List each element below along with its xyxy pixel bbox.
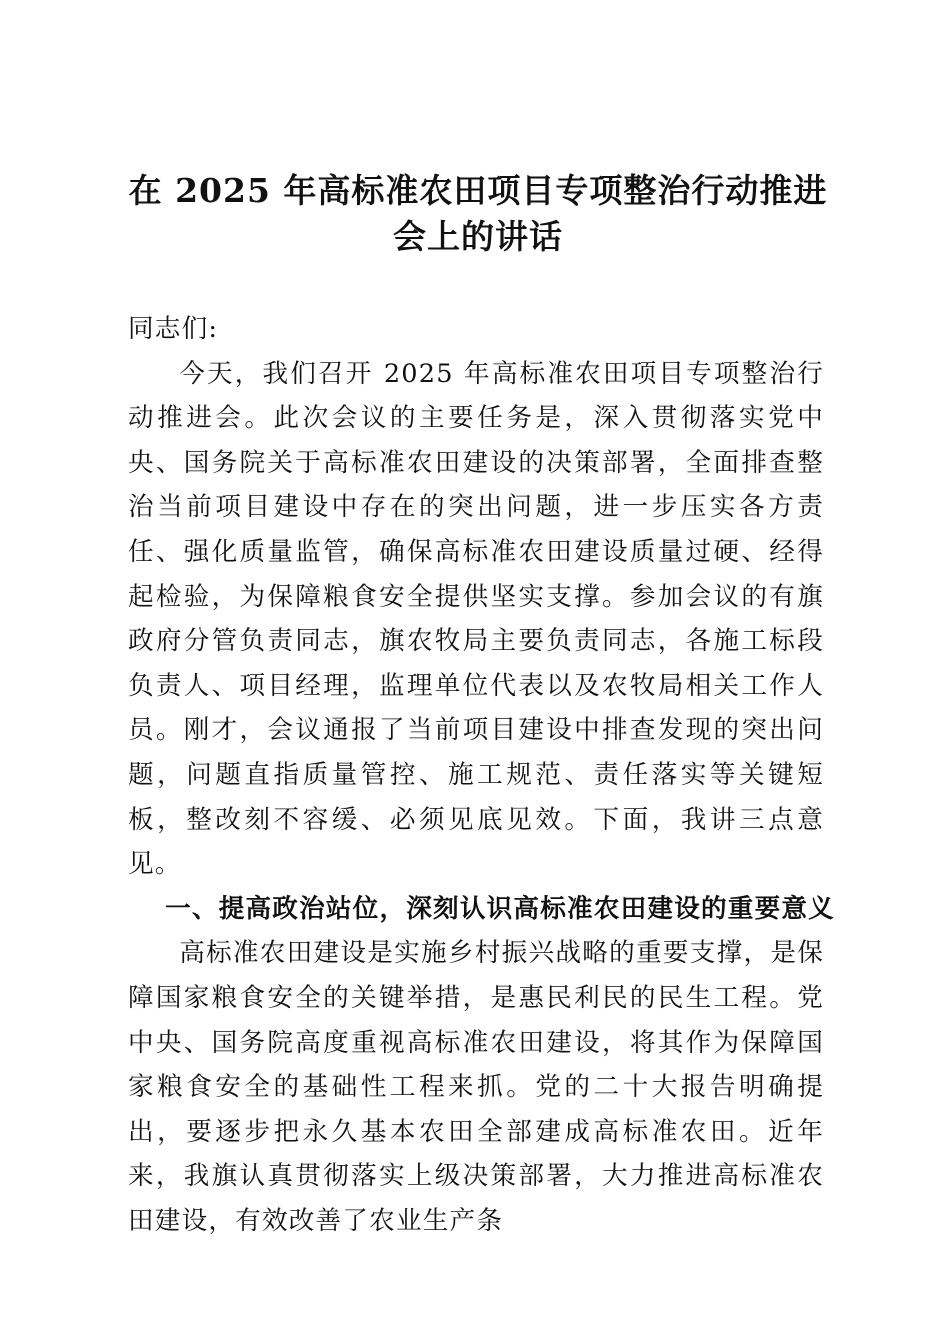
title-line-1: 在 2025 年高标准农田项目专项整治行动推进 <box>128 171 828 210</box>
paragraph-section-1: 高标准农田建设是实施乡村振兴战略的重要支撑，是保障国家粮食安全的关键举措，是惠民利民的民生工程。党中央、国务院高度重视高标准农田建设，将其作为保障国家粮食安全的基础性工程来抓。党的二十大报告明确提出，要逐步把永久基本农田全部建成高标准农田。近年来，我旗认真贯彻落实上级决策部署，大力推进高标准农田建设，有效改善了农业生产条 <box>128 938 824 1236</box>
document-title <box>120 168 836 260</box>
document-body <box>128 307 835 1243</box>
title-line-2: 会上的讲话 <box>393 217 563 256</box>
section-heading-1: 一、提高政治站位，深刻认识高标准农田建设的重要意义 <box>165 893 835 924</box>
salutation: 同志们: <box>128 314 219 344</box>
paragraph-opening: 今天，我们召开 2025 年高标准农田项目专项整治行动推进会。此次会议的主要任务是，深入贯彻落实党中央、国务院关于高标准农田建设的决策部署，全面排查整治当前项目建设中存在的突出问题，进一步压实各方责任、强化质量监管，确保高标准农田建设质量过硬、经得起检验，为保障粮食安全提供坚实支撑。参加会议的有旗政府分管负责同志，旗农牧局主要负责同志，各施工标段负责人、项目经理，监理单位代表以及农牧局相关工作人员。刚才，会议通报了当前项目建设中排查发现的突出问题，问题直指质量管控、施工规范、责任落实等关键短板，整改刻不容缓、必须见底见效。下面，我讲三点意见。 <box>128 358 824 880</box>
